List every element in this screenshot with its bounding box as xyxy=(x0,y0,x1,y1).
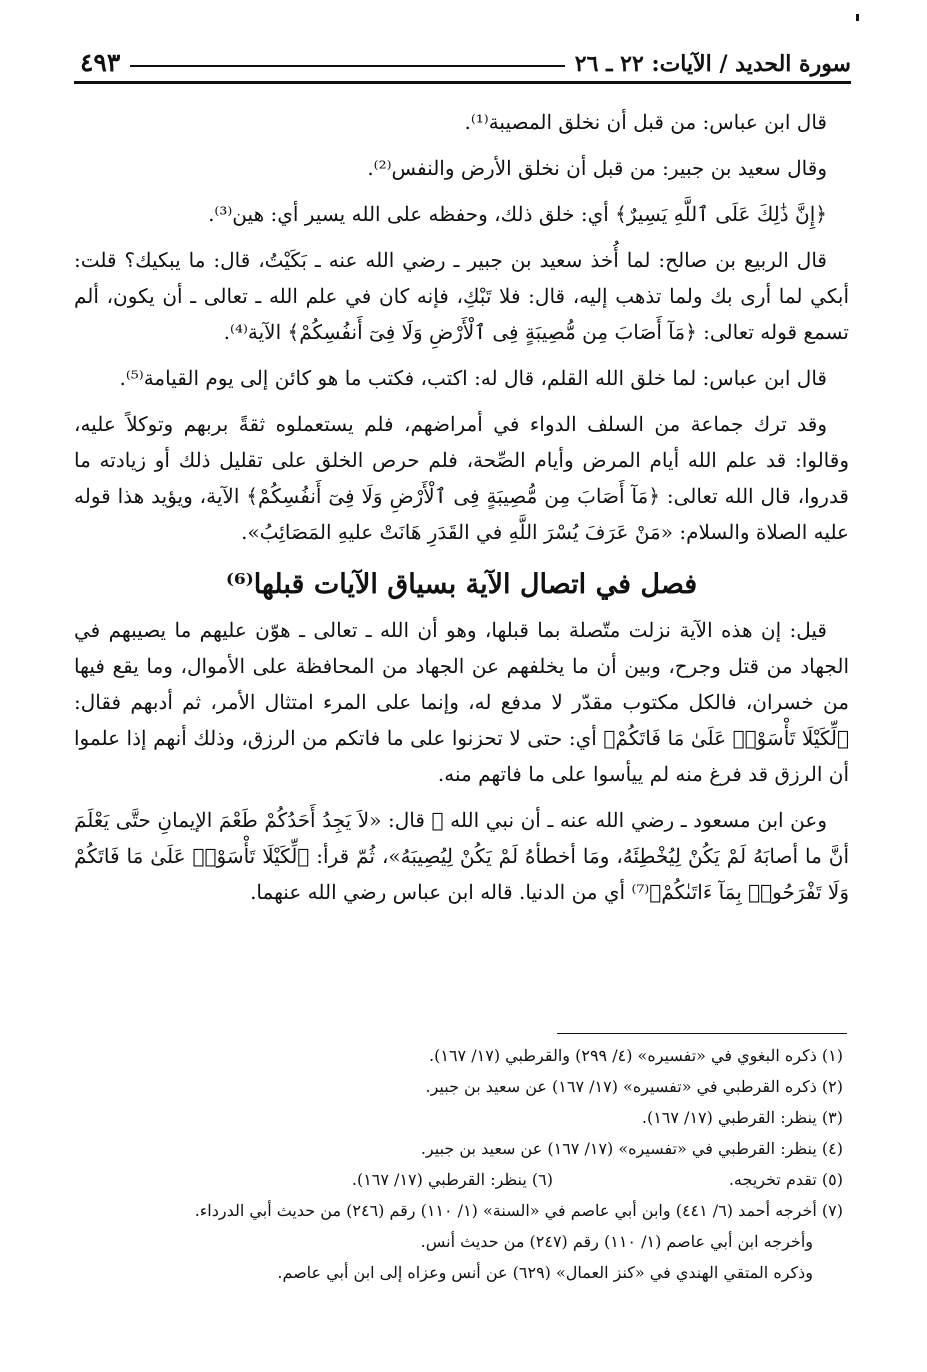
paragraph-2: وقال سعيد بن جبير: من قبل أن نخلق الأرض والنفس⁽²⁾. xyxy=(367,156,827,180)
section-paragraph-1: قيل: إن هذه الآية نزلت متّصلة بما قبلها، وهو أن الله ـ تعالى ـ هوّن عليهم ما يصيبهم في الجهاد من قتل وجرح، وبين أن ما يخلفهم عن الجهاد من المحافظة على الأموال، وما يقع فيها من خسران، فالكل مكتوب مقدّر لا مدفع له، وإنما على المرء امتثال الأمر، ثم أدبهم فقال: ﴿لِّكَيْلَا تَأْسَوْا۟ عَلَىٰ مَا فَاتَكُمْ﴾ أي: حتى لا تحزنوا على ما فاتكم من الرزق، وذلك أنهم إذا علموا أن الرزق قد فرغ منه لم ييأسوا على ما فاتهم منه. xyxy=(74,618,849,786)
paragraph-1: قال ابن عباس: من قبل أن نخلق المصيبة⁽¹⁾. xyxy=(464,110,827,134)
page-header xyxy=(74,44,851,84)
footnotes xyxy=(80,1040,843,1288)
footnote-row-5-6 xyxy=(80,1164,843,1195)
footnote-5: (٥) تقدم تخريجه. xyxy=(728,1170,843,1189)
footnote-7-continuation-1: وأخرجه ابن أبي عاصم (١/ ١١٠) رقم (٢٤٧) من حديث أنس. xyxy=(420,1232,813,1251)
footnote-1: (١) ذكره البغوي في «تفسيره» (٤/ ٢٩٩) والقرطبي (١٧/ ١٦٧). xyxy=(429,1046,843,1065)
paragraph-5: قال ابن عباس: لما خلق الله القلم، قال له: اكتب، فكتب ما هو كائن إلى يوم القيامة⁽⁵⁾. xyxy=(119,366,827,390)
section-heading: فصل في اتصال الآية بسياق الآيات قبلها⁽⁶⁾ xyxy=(225,569,698,600)
footnote-6: (٦) ينظر: القرطبي (١٧/ ١٦٧). xyxy=(351,1170,553,1189)
footnote-7: (٧) أخرجه أحمد (٦/ ٤٤١) وابن أبي عاصم في «السنة» (١/ ١١٠) رقم (٢٤٦) من حديث أبي الدرداء. xyxy=(194,1201,843,1220)
footnote-4: (٤) ينظر: القرطبي في «تفسيره» (١٧/ ١٦٧) عن سعيد بن جبير. xyxy=(420,1139,843,1158)
footnote-3: (٣) ينظر: القرطبي (١٧/ ١٦٧). xyxy=(641,1108,843,1127)
paragraph-3: ﴿إِنَّ ذَٰلِكَ عَلَى ٱللَّهِ يَسِيرٌ﴾ أي: خلق ذلك، وحفظه على الله يسير أي: هين⁽³⁾. xyxy=(208,202,827,226)
section-paragraph-2: وعن ابن مسعود ـ رضي الله عنه ـ أن نبي الله ﷺ قال: «لاَ يَجِدُ أَحَدُكُمْ طَعْمَ الإيمانِ حتَّى يَعْلَمَ أنَّ ما أصابَهُ لَمْ يَكُنْ لِيُخْطِئَهُ، ومَا أخطأهُ لَمْ يَكُنْ لِيُصِيبَهُ»، ثُمّ قرأ: ﴿لِّكَيْلَا تَأْسَوْا۟ عَلَىٰ مَا فَاتَكُمْ وَلَا تَفْرَحُوا۟ بِمَآ ءَاتَىٰكُمْ﴾⁽⁷⁾ أي من الدنيا. قاله ابن عباس رضي الله عنهما. xyxy=(74,808,849,904)
corner-mark xyxy=(856,14,859,21)
running-title: سورة الحديد / الآيات: ٢٢ ـ ٢٦ xyxy=(574,51,851,77)
footnote-2: (٢) ذكره القرطبي في «تفسيره» (١٧/ ١٦٧) عن سعيد بن جبير. xyxy=(425,1077,843,1096)
page-number: ٤٩٣ xyxy=(80,48,121,77)
main-text xyxy=(74,104,849,916)
footnote-separator xyxy=(557,1033,847,1034)
header-rule xyxy=(130,65,564,67)
footnote-7-continuation-2: وذكره المتقي الهندي في «كنز العمال» (٦٢٩) عن أنس وعزاه إلى ابن أبي عاصم. xyxy=(277,1263,813,1282)
paragraph-4: قال الربيع بن صالح: لما أُخذ سعيد بن جبير ـ رضي الله عنه ـ بَكَيْتُ، قال: ما يبكيك؟ قلت: أبكي لما أرى بك ولما تذهب إليه، قال: فلا تَبْكِ، فإنه كان في علم الله ـ تعالى ـ أن يكون، ألم تسمع قوله تعالى: ﴿مَآ أَصَابَ مِن مُّصِيبَةٍ فِى ٱلْأَرْضِ وَلَا فِىٓ أَنفُسِكُمْ﴾ الآية⁽⁴⁾. xyxy=(74,248,849,344)
paragraph-6: وقد ترك جماعة من السلف الدواء في أمراضهم، فلم يستعملوه ثقةً بربهم وتوكلاً عليه، وقالوا: قد علم الله أيام المرض وأيام الصِّحة، فلم حرص الخلق على تقليل ذلك أو زيادته ما قدروا، قال الله تعالى: ﴿مَآ أَصَابَ مِن مُّصِيبَةٍ فِى ٱلْأَرْضِ وَلَا فِىٓ أَنفُسِكُمْ﴾ الآية، ويؤيد هذا قوله عليه الصلاة والسلام: «مَنْ عَرَفَ يُسْرَ اللَّهِ في القَدَرِ هَانَتْ عليهِ المَصَائِبُ». xyxy=(74,412,849,544)
